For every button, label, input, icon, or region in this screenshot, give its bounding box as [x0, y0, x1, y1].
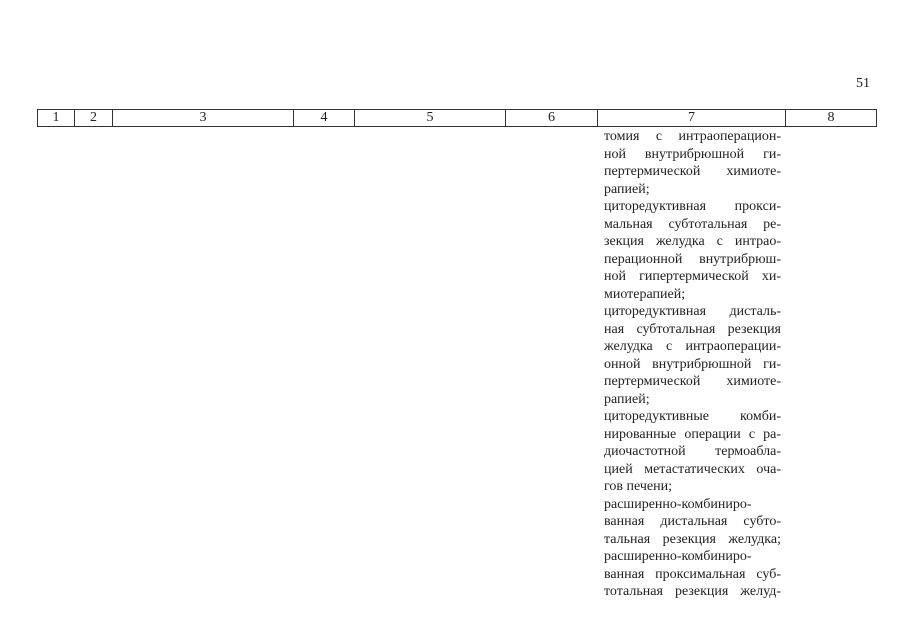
- text-line: пертермической химиоте-: [604, 164, 781, 179]
- text-line: онной внутрибрюшной ги-: [604, 356, 781, 372]
- column-number-6: 6: [506, 110, 598, 127]
- text-line: расширенно-комбиниро-: [604, 496, 752, 512]
- column-number-3: 3: [113, 110, 294, 127]
- text-line: рапией;: [604, 181, 650, 197]
- text-line: рапией;: [604, 391, 650, 407]
- text-line: зекция желудка с интрао-: [604, 234, 781, 249]
- text-line: ванная проксимальная суб-: [604, 566, 781, 582]
- text-line: перационной внутрибрюш-: [604, 251, 781, 267]
- text-line: циторедуктивная прокси-: [604, 199, 781, 214]
- column-number-8: 8: [786, 110, 877, 127]
- text-line: гов печени;: [604, 479, 672, 494]
- text-line: циторедуктивные комби-: [604, 409, 781, 424]
- table-header-row: [37, 109, 877, 127]
- column-number-1: 1: [38, 110, 75, 127]
- text-line: ная субтотальная резекция: [604, 321, 781, 337]
- text-line: ной гипертермической хи-: [604, 269, 781, 284]
- text-line: ванная дистальная субто-: [604, 514, 781, 529]
- column-number-2: 2: [75, 110, 113, 127]
- text-line: расширенно-комбиниро-: [604, 549, 752, 564]
- column-number-4: 4: [294, 110, 355, 127]
- text-line: желудка с интраоперации-: [604, 339, 781, 354]
- page-number: 51: [856, 76, 870, 91]
- column-number-7: 7: [598, 110, 786, 127]
- column-7-content: [604, 128, 781, 601]
- text-line: нированные операции с ра-: [604, 426, 781, 442]
- text-line: цией метастатических оча-: [604, 461, 781, 477]
- text-line: пертермической химиоте-: [604, 374, 781, 389]
- text-line: миотерапией;: [604, 286, 686, 302]
- text-line: томия с интраоперацион-: [604, 129, 781, 144]
- text-line: тотальная резекция желуд-: [604, 584, 781, 599]
- text-line: диочастотной термоабла-: [604, 444, 781, 459]
- column-number-5: 5: [355, 110, 506, 127]
- text-line: мальная субтотальная ре-: [604, 216, 781, 232]
- text-line: тальная резекция желудка;: [604, 531, 781, 547]
- text-line: циторедуктивная дисталь-: [604, 304, 781, 319]
- text-line: ной внутрибрюшной ги-: [604, 146, 781, 162]
